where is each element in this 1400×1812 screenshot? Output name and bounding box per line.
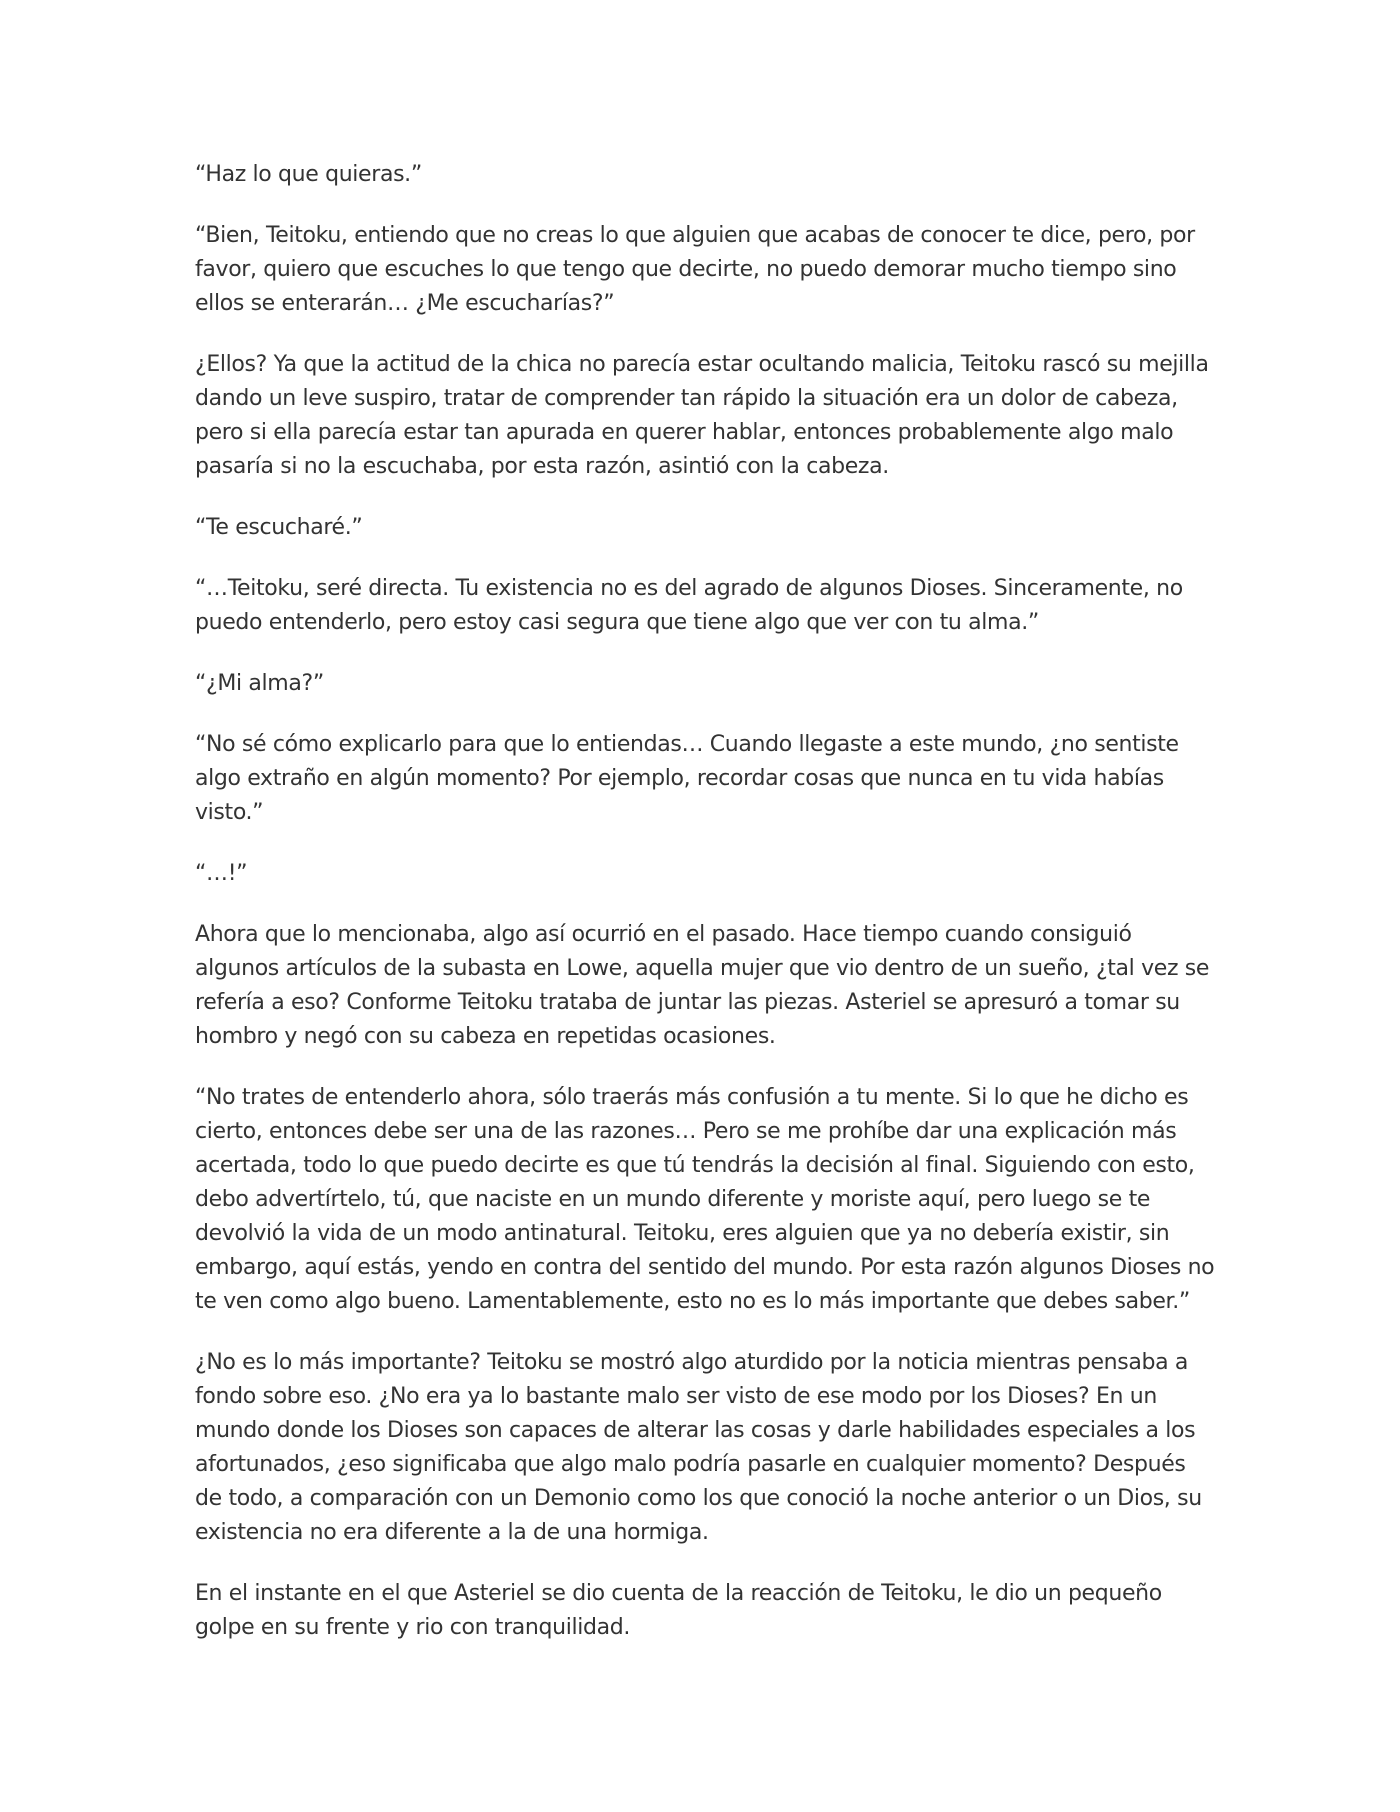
paragraph: “No trates de entenderlo ahora, sólo traerás más confusión a tu mente. Si lo que he dicho es cierto, entonces debe ser una de las razones… Pero se me prohíbe dar una explicación más acertada, todo lo que puedo decirte es que tú tendrás la decisión al final. Siguiendo con esto, debo advertírtelo, tú, que naciste en un mundo diferente y moriste aquí, pero luego se te devolvió la vida de un modo antinatural. Teitoku, eres alguien que ya no debería existir, sin embargo, aquí estás, yendo en contra del sentido del mundo. Por esta razón algunos Dioses no te ven como algo bueno. Lamentablemente, esto no es lo más importante que debes saber.”: [195, 1085, 1215, 1314]
paragraph: “…!”: [195, 861, 248, 886]
paragraph: Ahora que lo mencionaba, algo así ocurrió en el pasado. Hace tiempo cuando consiguió algunos artículos de la subasta en Lowe, aquella mujer que vio dentro de un sueño, ¿tal vez se refería a eso? Conforme Teitoku trataba de juntar las piezas. Asteriel se apresuró a tomar su hombro y negó con su cabeza en repetidas ocasiones.: [195, 922, 1210, 1049]
paragraph: En el instante en el que Asteriel se dio cuenta de la reacción de Teitoku, le dio un pequeño golpe en su frente y rio con tranquilidad.: [195, 1581, 1162, 1640]
paragraph: “Haz lo que quieras.”: [195, 162, 422, 187]
document-body: [195, 158, 1215, 1672]
paragraph: “…Teitoku, seré directa. Tu existencia no es del agrado de algunos Dioses. Sinceramente, no puedo entenderlo, pero estoy casi segura que tiene algo que ver con tu alma.”: [195, 576, 1183, 635]
paragraph: “Te escucharé.”: [195, 515, 363, 540]
paragraph: “No sé cómo explicarlo para que lo entiendas… Cuando llegaste a este mundo, ¿no sentiste algo extraño en algún momento? Por ejemplo, recordar cosas que nunca en tu vida habías visto.”: [195, 732, 1179, 825]
paragraph: “Bien, Teitoku, entiendo que no creas lo que alguien que acabas de conocer te dice, pero, por favor, quiero que escuches lo que tengo que decirte, no puedo demorar mucho tiempo sino ellos se enterarán… ¿Me escucharías?”: [195, 223, 1195, 316]
paragraph: ¿Ellos? Ya que la actitud de la chica no parecía estar ocultando malicia, Teitoku rascó su mejilla dando un leve suspiro, tratar de comprender tan rápido la situación era un dolor de cabeza, pero si ella parecía estar tan apurada en querer hablar, entonces probablemente algo malo pasaría si no la escuchaba, por esta razón, asintió con la cabeza.: [195, 352, 1209, 479]
paragraph: “¿Mi alma?”: [195, 671, 324, 696]
paragraph: ¿No es lo más importante? Teitoku se mostró algo aturdido por la noticia mientras pensaba a fondo sobre eso. ¿No era ya lo bastante malo ser visto de ese modo por los Dioses? En un mundo donde los Dioses son capaces de alterar las cosas y darle habilidades especiales a los afortunados, ¿eso significaba que algo malo podría pasarle en cualquier momento? Después de todo, a comparación con un Demonio como los que conoció la noche anterior o un Dios, su existencia no era diferente a la de una hormiga.: [195, 1350, 1202, 1545]
